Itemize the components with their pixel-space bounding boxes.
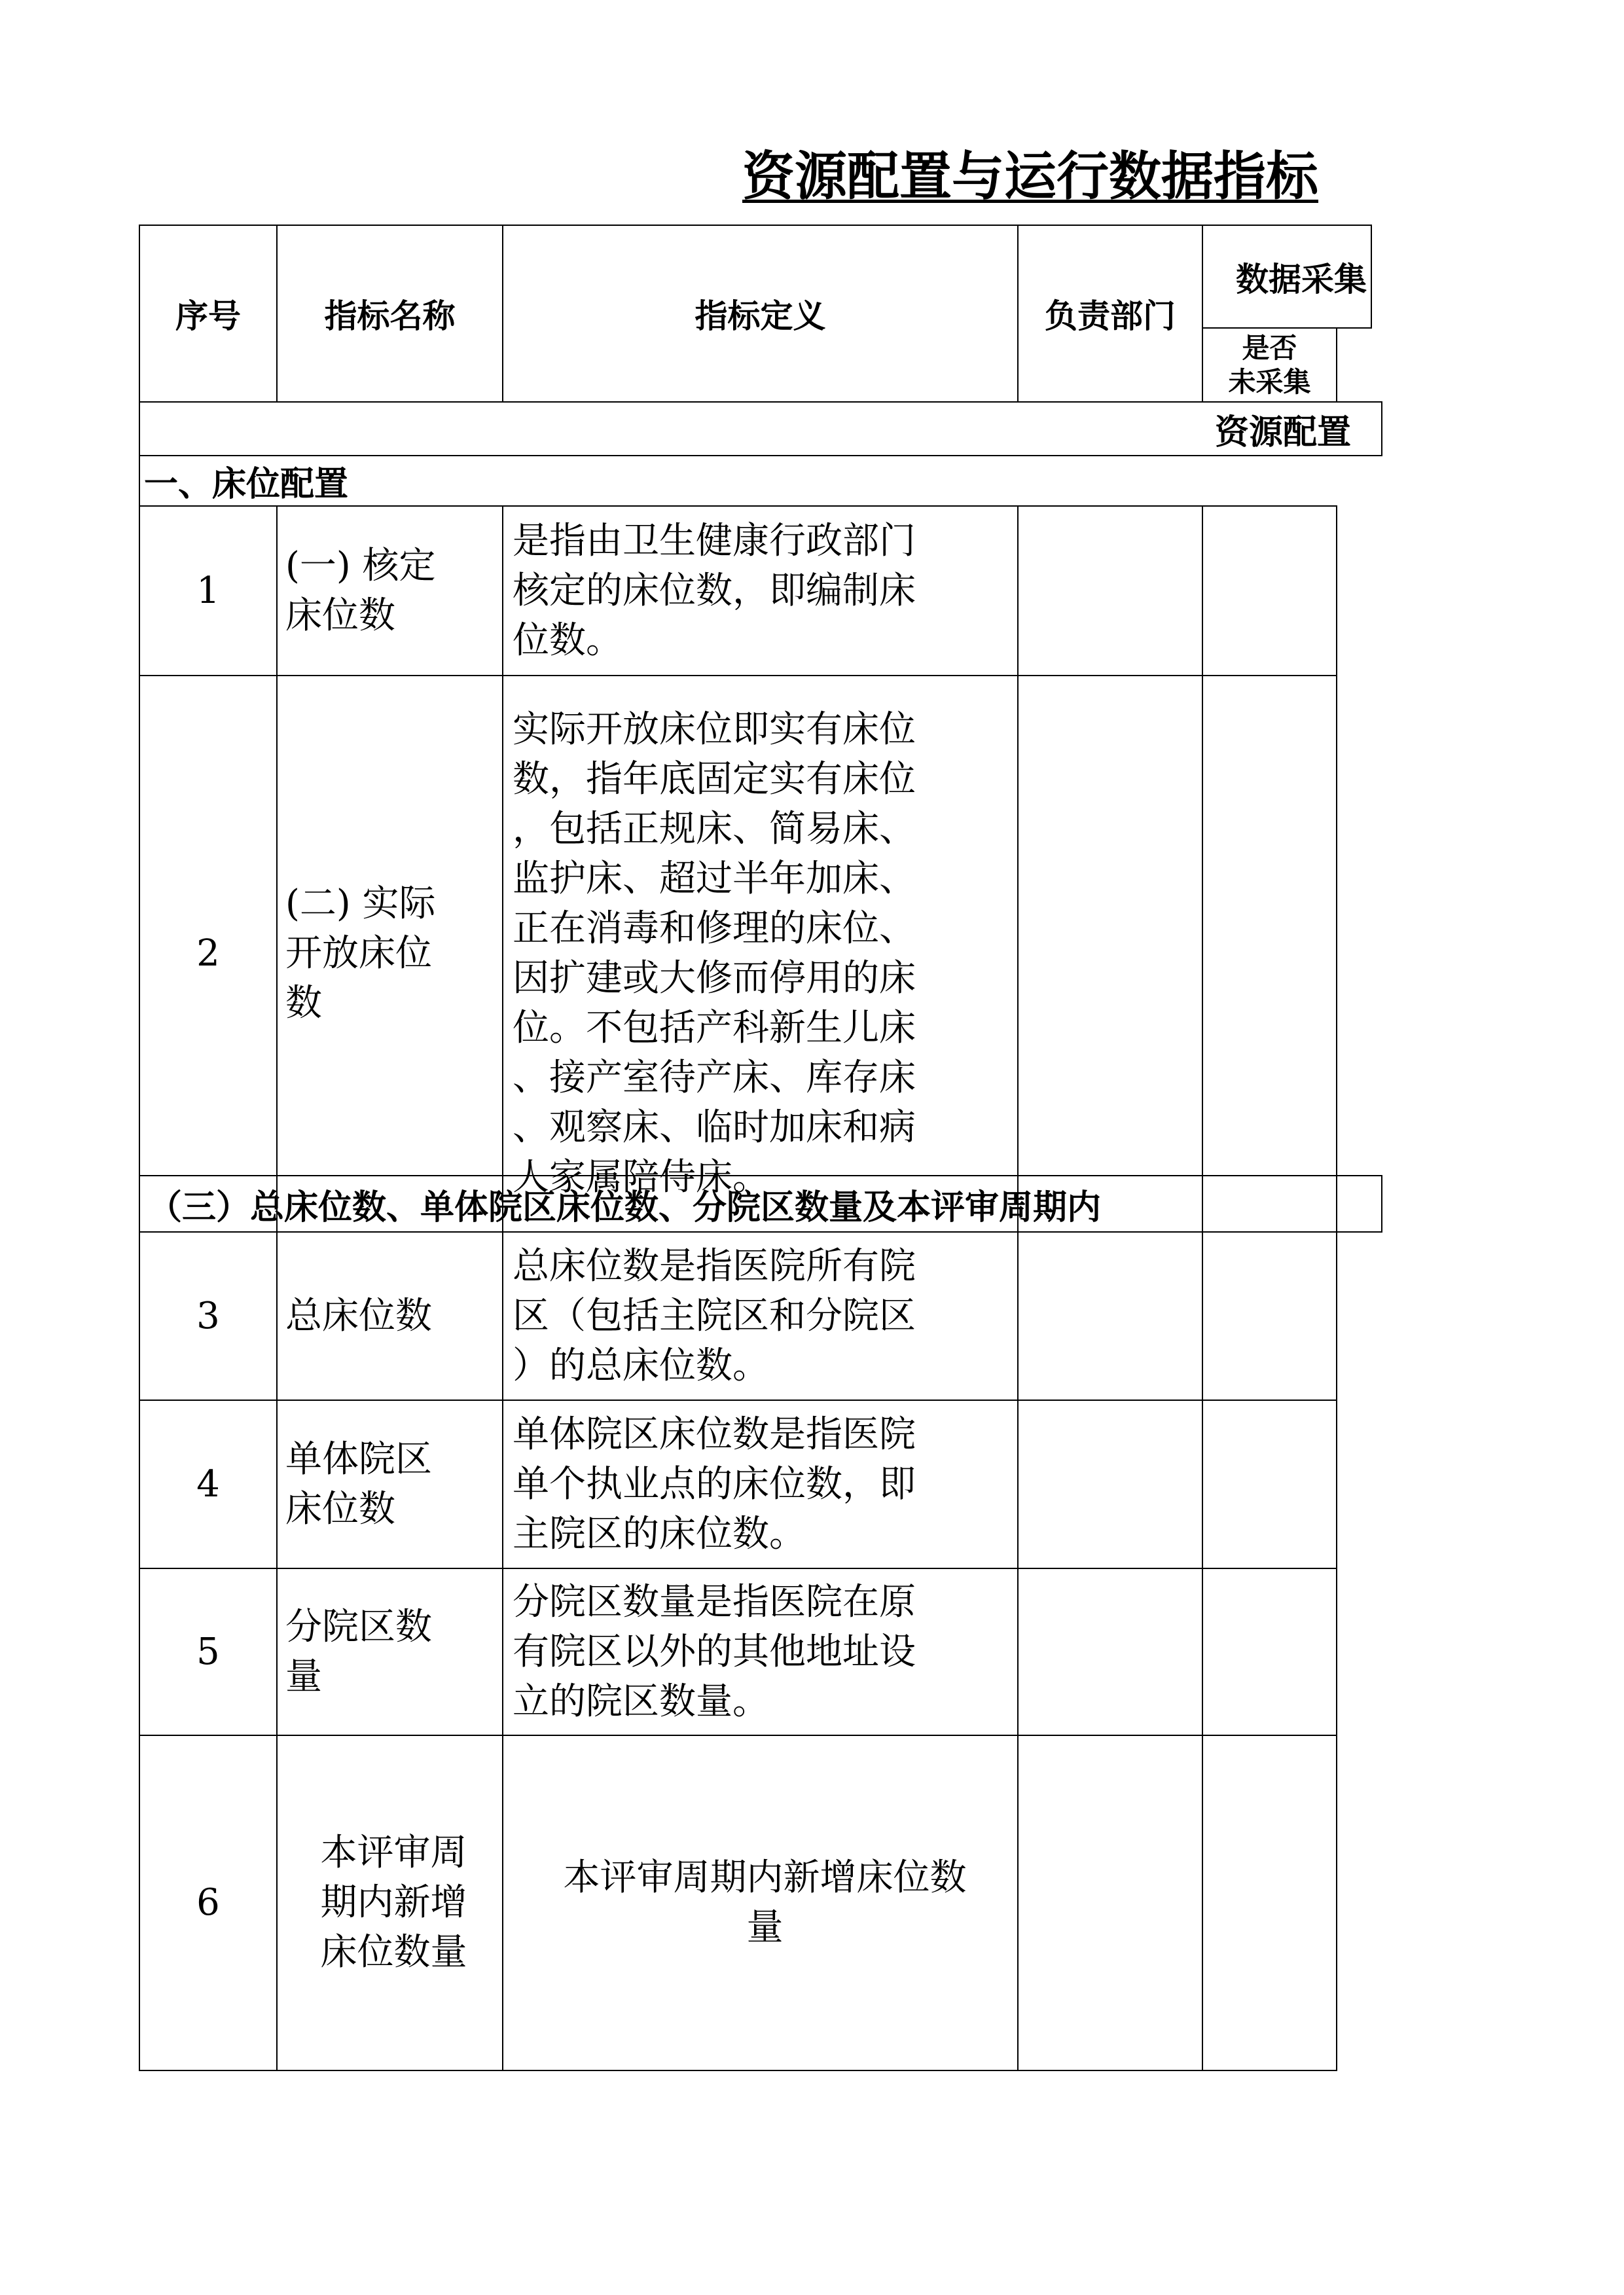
cell-name: 单体院区 床位数 <box>276 1400 503 1569</box>
cell-name: 总床位数 <box>276 1231 503 1401</box>
cell-definition: 分院区数量是指医院在原 有院区以外的其他地址设 立的院区数量。 <box>502 1568 1019 1736</box>
cell-not-collected <box>1202 675 1337 1233</box>
cell-name: 分院区数 量 <box>276 1568 503 1736</box>
cell-department <box>1017 675 1203 1233</box>
cell-not-collected <box>1202 505 1337 676</box>
cell-department <box>1017 1400 1203 1569</box>
header-not-collected: 是否 未采集 <box>1202 327 1337 403</box>
cell-definition: 是指由卫生健康行政部门 核定的床位数，即编制床 位数。 <box>502 505 1019 676</box>
cell-not-collected <box>1202 1568 1337 1736</box>
section-total-beds: （三）总床位数、单体院区床位数、分院区数量及本评审周期内 <box>139 1175 1382 1233</box>
header-seq: 序号 <box>139 225 278 403</box>
cell-definition: 总床位数是指医院所有院 区（包括主院区和分院区 ）的总床位数。 <box>502 1231 1019 1401</box>
cell-seq: 3 <box>139 1231 278 1401</box>
header-definition: 指标定义 <box>502 225 1019 403</box>
cell-name: (二) 实际 开放床位 数 <box>276 675 503 1233</box>
header-department: 负责部门 <box>1017 225 1203 403</box>
cell-seq: 2 <box>139 675 278 1233</box>
cell-seq: 5 <box>139 1568 278 1736</box>
page-title: 资源配置与运行数据指标 <box>742 146 1318 207</box>
cell-seq: 6 <box>139 1735 278 2071</box>
cell-definition: 单体院区床位数是指医院 单个执业点的床位数，即 主院区的床位数。 <box>502 1400 1019 1569</box>
section-bed-config: 一、床位配置 <box>139 455 1382 507</box>
cell-not-collected <box>1202 1735 1337 2071</box>
header-data-collection: 数据采集 <box>1202 225 1372 329</box>
cell-department <box>1017 1568 1203 1736</box>
cell-department <box>1017 505 1203 676</box>
cell-not-collected <box>1202 1231 1337 1401</box>
cell-department <box>1017 1231 1203 1401</box>
header-name: 指标名称 <box>276 225 503 403</box>
cell-name: (一) 核定 床位数 <box>276 505 503 676</box>
cell-definition: 本评审周期内新增床位数 量 <box>502 1735 1019 2071</box>
cell-seq: 4 <box>139 1400 278 1569</box>
cell-name: 本评审周 期内新增 床位数量 <box>276 1735 503 2071</box>
cell-seq: 1 <box>139 505 278 676</box>
cell-department <box>1017 1735 1203 2071</box>
band-resource-config: 资源配置 <box>139 401 1382 456</box>
cell-definition: 实际开放床位即实有床位 数，指年底固定实有床位 ，包括正规床、简易床、 监护床、超过半年加床、 正在消毒和修理的床位、 因扩建或大修而停用的床 位。不包括产科新生儿床 、接产室待产床、库存床 、观察床、临时加床和病 人家属陪侍床。 <box>502 675 1019 1233</box>
cell-not-collected <box>1202 1400 1337 1569</box>
